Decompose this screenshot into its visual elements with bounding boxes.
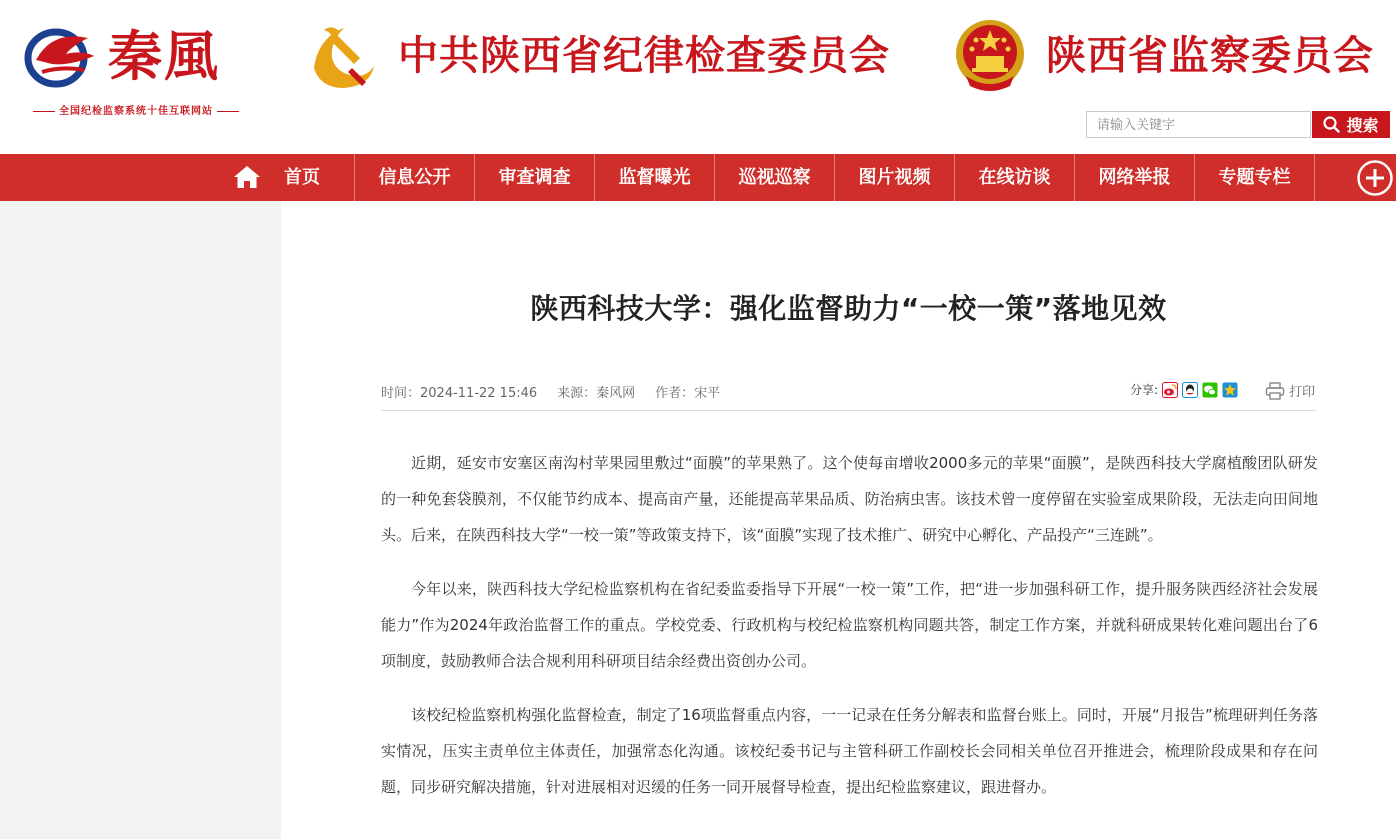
nav-item-home[interactable]: 首页 [262, 154, 355, 201]
article-paragraph: 今年以来，陕西科技大学纪检监察机构在省纪委监委指导下开展“一校一策”工作，把“进一步加强科研工作，提升服务陕西经济社会发展能力”作为2024年政治监督工作的重点。学校党委、行政机构与校纪检监察机构同题共答，制定工作方案，并就科研成果转化难问题出台了6项制度，鼓励教师合法合规利用科研项目结余经费出资创办公司。 [381, 580, 1318, 670]
logo-emblem-icon [22, 20, 102, 92]
share-label: 分享: [1130, 383, 1159, 397]
article [281, 201, 1396, 839]
nav-item-supervision-exposure[interactable]: 监督曝光 [595, 154, 715, 201]
article-author: 作者：宋平 [655, 386, 721, 401]
home-icon[interactable] [233, 164, 261, 190]
qzone-icon[interactable] [1222, 382, 1238, 398]
weibo-icon[interactable] [1162, 382, 1178, 398]
logo-tagline: 全国纪检监察系统十佳互联网站 [14, 102, 258, 117]
article-source: 来源：秦风网 [557, 386, 636, 401]
plus-circle-icon[interactable] [1356, 159, 1394, 197]
site-header [0, 0, 1396, 154]
main-nav [0, 154, 1396, 201]
search-button-label: 搜索 [1346, 116, 1379, 135]
nav-item-photo-video[interactable]: 图片视频 [835, 154, 955, 201]
nav-item-online-report[interactable]: 网络举报 [1075, 154, 1195, 201]
search-icon [1323, 116, 1340, 133]
nav-items [262, 154, 1315, 201]
print-button[interactable] [1265, 381, 1315, 400]
printer-icon [1265, 382, 1285, 400]
print-label: 打印 [1289, 385, 1316, 400]
article-paragraph: 该校纪检监察机构强化监督检查，制定了16项监督重点内容，一一记录在任务分解表和监督台账上。同时，开展“月报告”梳理研判任务落实情况，压实主责单位主体责任，加强常态化沟通。该校纪委书记与主管科研工作副校长会同相关单位召开推进会，梳理阶段成果和存在问题，同步研究解决措施，针对进展相对迟缓的任务一同开展督导检查，提出纪检监察建议，跟进督办。 [381, 706, 1318, 796]
article-body [381, 445, 1318, 823]
search-input[interactable] [1086, 111, 1311, 138]
national-emblem-icon [952, 16, 1028, 94]
article-meta [381, 382, 720, 401]
nav-item-special-topics[interactable]: 专题专栏 [1195, 154, 1315, 201]
article-time: 时间：2024-11-22 15:46 [381, 386, 538, 401]
meta-divider [381, 410, 1316, 411]
party-emblem-icon [304, 18, 378, 92]
nav-item-info-disclosure[interactable]: 信息公开 [355, 154, 475, 201]
nav-item-online-interview[interactable]: 在线访谈 [955, 154, 1075, 201]
nav-item-inspection[interactable]: 巡视巡察 [715, 154, 835, 201]
qq-icon[interactable] [1182, 382, 1198, 398]
logo-text: 秦風 [108, 24, 220, 88]
nav-item-investigation[interactable]: 审查调查 [475, 154, 595, 201]
wechat-icon[interactable] [1202, 382, 1218, 398]
party-committee-title: 中共陕西省纪律检查委员会 [398, 32, 890, 79]
article-title: 陕西科技大学：强化监督助力“一校一策”落地见效 [530, 292, 1167, 325]
left-sidebar-background [0, 201, 281, 839]
site-logo[interactable] [14, 14, 264, 119]
article-paragraph: 近期，延安市安塞区南沟村苹果园里敷过“面膜”的苹果熟了。这个使每亩增收2000多元的苹果“面膜”，是陕西科技大学腐植酸团队研发的一种免套袋膜剂，不仅能节约成本、提高亩产量，还能提高苹果品质、防治病虫害。该技术曾一度停留在实验室成果阶段，无法走向田间地头。后来，在陕西科技大学“一校一策”等政策支持下，该“面膜”实现了技术推广、研究中心孵化、产品投产“三连跳”。 [381, 454, 1318, 544]
search-button[interactable] [1312, 111, 1390, 138]
supervision-commission-title: 陕西省监察委员会 [1046, 32, 1374, 79]
search-bar [1086, 111, 1390, 138]
share-bar [1130, 381, 1238, 398]
